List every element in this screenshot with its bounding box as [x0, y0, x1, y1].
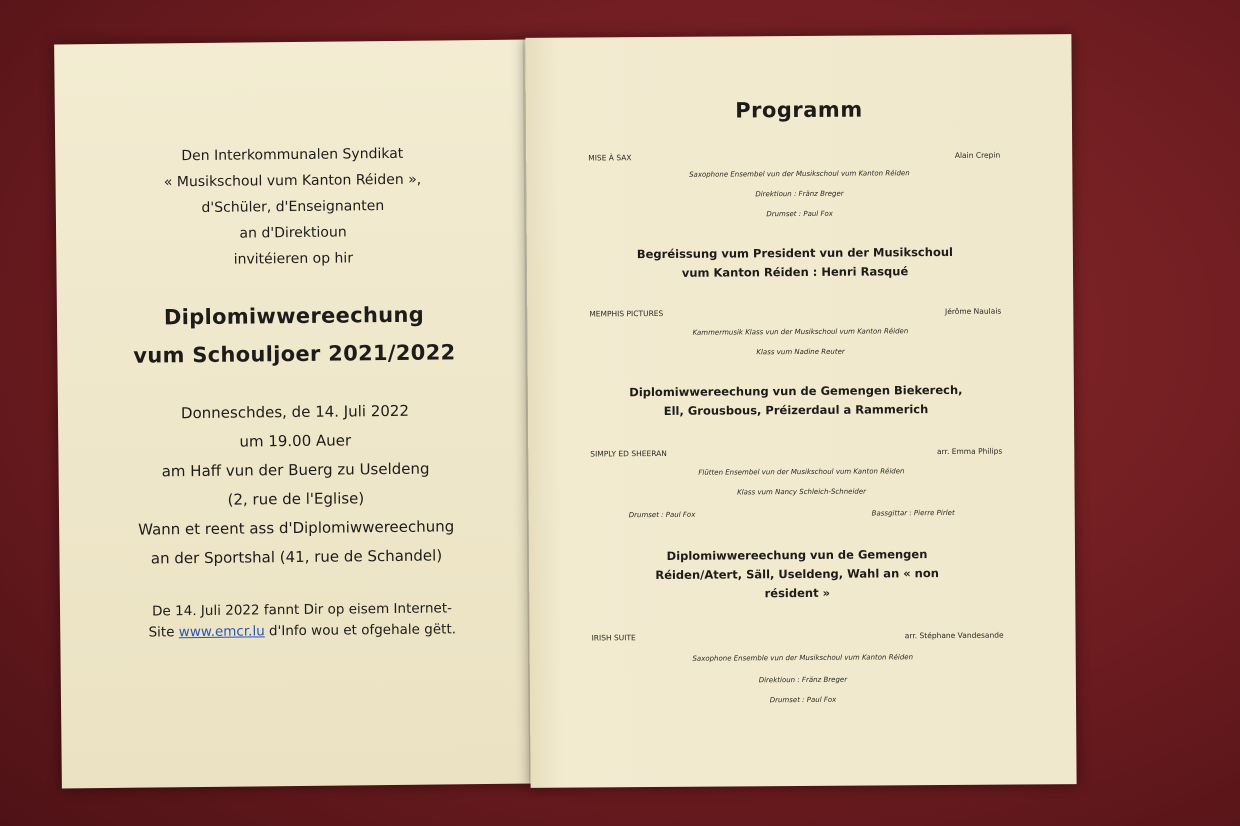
detail-line: Donneschdes, de 14. Juli 2022: [180, 401, 410, 423]
composer: Alain Crepin: [954, 150, 1001, 160]
title-line: vum Schouljoer 2021/2022: [133, 340, 456, 368]
ceremony-line: Diplomiwwereechung vun de Gemengen Biekerech,: [629, 382, 963, 400]
invite-line: Den Interkommunalen Syndikat: [181, 145, 404, 165]
piece-title: SIMPLY ED SHEERAN: [590, 448, 667, 459]
invitation-page: [54, 40, 536, 789]
class-line: Klass vum Nancy Schleich-Schneider: [737, 487, 867, 497]
ceremony-line: Diplomiwwereechung vun de Gemengen: [666, 547, 928, 563]
speech-line: vum Kanton Réiden : Henri Rasqué: [681, 264, 909, 280]
detail-line: um 19.00 Auer: [239, 431, 352, 451]
program-item: [592, 631, 1004, 643]
performer-line: Kammermusik Klass vun der Musikschoul vum Kanton Réiden: [692, 327, 909, 337]
detail-line: Wann et reent ass d'Diplomiwwereechung: [138, 517, 455, 539]
invitation-text: [85, 140, 500, 274]
website-link[interactable]: www.emcr.lu: [178, 623, 265, 641]
detail-line: an der Sportshal (41, rue de Schandel): [150, 546, 443, 568]
diploma-ceremony-1: [558, 380, 1034, 421]
class-line: Klass vum Nadine Reuter: [756, 347, 845, 357]
director-line: Direktioun : Fränz Breger: [755, 189, 844, 199]
director-line: Direktioun : Fränz Breger: [758, 675, 848, 685]
invite-line: an d'Direktioun: [239, 224, 347, 242]
event-title: [77, 295, 512, 376]
program-item: [590, 447, 1002, 459]
welcome-speech: [557, 242, 1033, 283]
performer-line: Saxophone Ensembel vun der Musikschoul vum Kanton Réiden: [689, 169, 910, 179]
info-line: De 14. Juli 2022 fannt Dir op eisem Internet-: [152, 600, 453, 620]
performer-line: Flütten Ensembel vun der Musikschoul vum Kanton Réiden: [698, 467, 905, 477]
info-line-2: [90, 619, 514, 644]
drums-credit: Drumset : Paul Fox: [628, 510, 696, 520]
performer-line: Saxophone Ensemble vun der Musikschoul vum Kanton Réiden: [692, 653, 914, 663]
composer: arr. Stéphane Vandesande: [904, 630, 1004, 641]
drums-line: Drumset : Paul Fox: [769, 695, 837, 705]
composer: arr. Emma Philips: [937, 446, 1003, 457]
title-line: Diplomiwwereechung: [163, 302, 425, 330]
detail-line: am Haff vun der Buerg zu Useldeng: [161, 459, 430, 481]
invite-line: « Musikschoul vum Kanton Réiden »,: [163, 171, 422, 191]
info-suffix: d'Info wou et ofgehale gëtt.: [264, 621, 457, 640]
info-text: [90, 598, 514, 644]
program-item: [588, 151, 1000, 163]
composer: Jérôme Naulais: [944, 306, 1002, 316]
program-title: Programm: [735, 97, 863, 123]
info-prefix: Site: [148, 624, 179, 641]
ceremony-line: Ell, Grousbous, Préizerdaul a Rammerich: [663, 402, 929, 418]
invite-line: d'Schüler, d'Enseignanten: [201, 198, 385, 216]
ceremony-line: Réiden/Atert, Säll, Useldeng, Wahl an « non: [655, 566, 939, 583]
event-details: [78, 396, 514, 575]
program-page: [525, 34, 1076, 788]
program-item: [589, 307, 1001, 319]
piece-title: MISE À SAX: [588, 153, 632, 163]
detail-line: (2, rue de l'Eglise): [227, 489, 365, 509]
piece-title: IRISH SUITE: [591, 633, 636, 643]
ceremony-line: résident »: [764, 585, 831, 601]
piece-title: MEMPHIS PICTURES: [589, 308, 664, 319]
bass-credit: Bassgittar : Pierre Pirlet: [871, 508, 955, 518]
drums-line: Drumset : Paul Fox: [766, 209, 833, 219]
speech-line: Begréissung vum President vun der Musikschoul: [636, 244, 954, 262]
diploma-ceremony-2: [559, 544, 1035, 604]
musicians-line: [629, 509, 955, 519]
invite-line: invitéieren op hir: [233, 250, 354, 268]
